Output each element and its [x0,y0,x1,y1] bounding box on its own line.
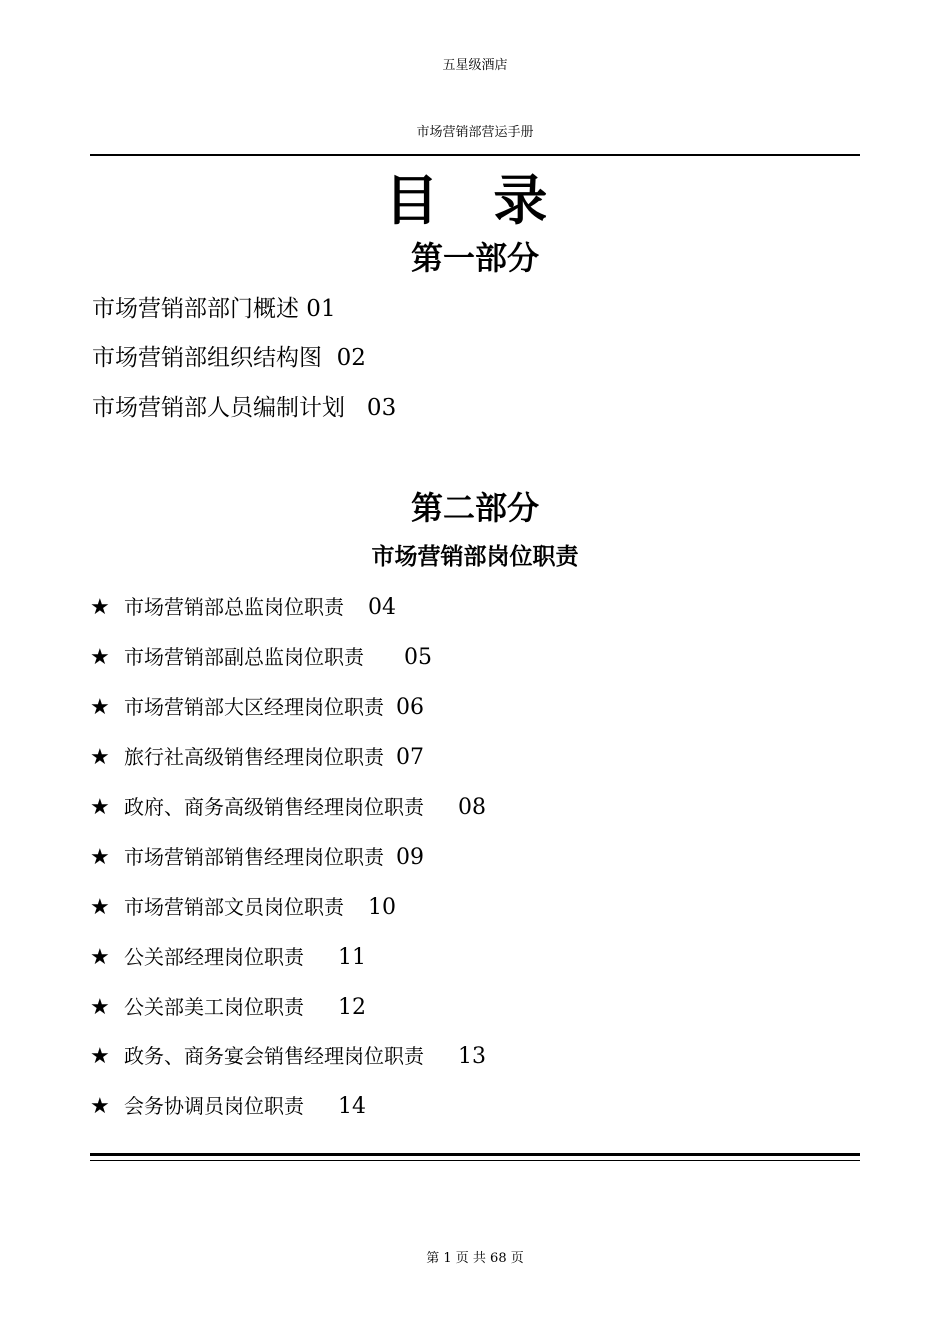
toc-item-page: 14 [338,1094,366,1119]
toc-item-page: 09 [396,845,424,870]
part2-heading: 第二部分 [410,489,539,527]
toc-item-label: 公关部经理岗位职责 [124,945,304,969]
toc-item-label: 政府、商务高级销售经理岗位职责 [124,795,424,819]
toc-item [90,942,366,972]
toc-item-label: 市场营销部副总监岗位职责 [124,645,364,669]
toc-item [90,792,486,822]
page-number: 第 1 页 共 68 页 [426,1251,524,1266]
header-manual-title: 市场营销部营运手册 [416,125,534,140]
toc-item-page: 08 [458,795,486,820]
part1-item: 市场营销部部门概述 01 [92,296,336,322]
star-icon: ★ [90,1094,110,1119]
toc-item-label: 政务、商务宴会销售经理岗位职责 [124,1044,424,1068]
toc-title: 目 录 [384,168,566,232]
toc-item-label: 市场营销部文员岗位职责 [124,895,344,919]
toc-item-page: 11 [338,945,366,970]
part1-item: 市场营销部组织结构图 02 [92,345,366,371]
toc-item-label: 公关部美工岗位职责 [124,995,304,1019]
star-icon: ★ [90,895,110,920]
toc-item-label: 会务协调员岗位职责 [124,1094,304,1118]
part1-heading: 第一部分 [410,239,539,277]
footer-rule-thin [90,1160,860,1161]
star-icon: ★ [90,945,110,970]
toc-item-page: 07 [396,745,424,770]
toc-item-label: 市场营销部销售经理岗位职责 [124,845,384,869]
toc-item-page: 13 [458,1044,486,1069]
toc-item-page: 06 [396,695,424,720]
header-hotel-name: 五星级酒店 [442,58,508,73]
star-icon: ★ [90,595,110,620]
toc-item [90,1041,486,1071]
toc-item-page: 12 [338,995,366,1020]
toc-item [90,592,396,622]
toc-item [90,992,366,1022]
toc-item [90,642,432,672]
toc-item [90,692,424,722]
star-icon: ★ [90,795,110,820]
toc-item-page: 10 [368,895,396,920]
part1-item: 市场营销部人员编制计划 03 [92,395,397,421]
star-icon: ★ [90,745,110,770]
star-icon: ★ [90,995,110,1020]
toc-item [90,1091,366,1121]
footer-rule-thick [90,1153,860,1156]
toc-item [90,842,424,872]
toc-item-page: 04 [368,595,396,620]
star-icon: ★ [90,695,110,720]
toc-item-label: 市场营销部总监岗位职责 [124,595,344,619]
toc-item-label: 市场营销部大区经理岗位职责 [124,695,384,719]
part2-subheading: 市场营销部岗位职责 [371,543,579,570]
star-icon: ★ [90,845,110,870]
toc-item-label: 旅行社高级销售经理岗位职责 [124,745,384,769]
header-rule [90,154,860,156]
toc-item [90,892,396,922]
star-icon: ★ [90,1044,110,1069]
toc-item [90,742,424,772]
toc-item-page: 05 [404,645,432,670]
star-icon: ★ [90,645,110,670]
